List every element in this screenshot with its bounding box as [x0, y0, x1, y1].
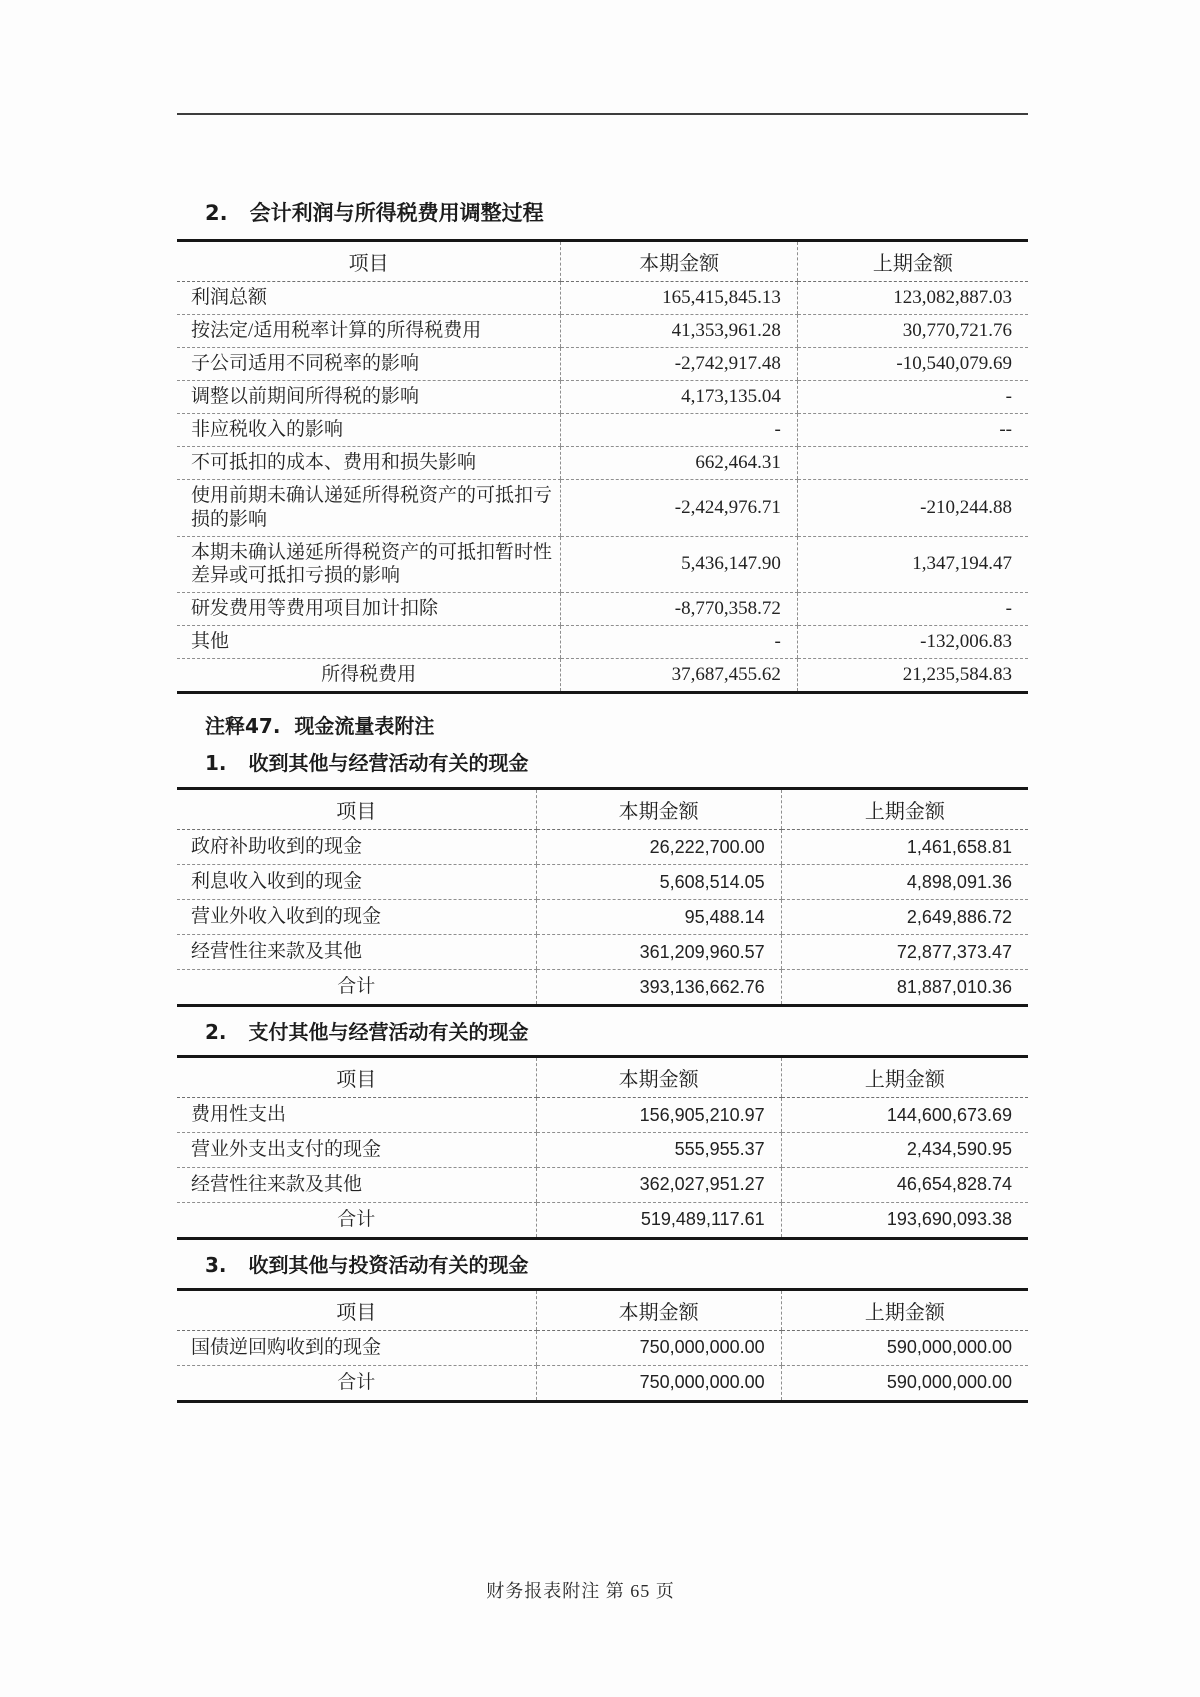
table-row	[177, 479, 1028, 536]
table-total-row	[177, 659, 1028, 693]
table-row	[177, 593, 1028, 626]
prior-amount: 193,690,093.38	[781, 1202, 1028, 1238]
section-heading-cash-paid-operating	[177, 1020, 1028, 1044]
table-row	[177, 626, 1028, 659]
section-number: 2.	[205, 201, 228, 225]
total-label: 所得税费用	[321, 664, 417, 686]
item-label: 不可抵扣的成本、费用和损失影响	[177, 446, 561, 479]
col-header-current: 本期金额	[536, 789, 781, 830]
prior-amount: 2,649,886.72	[781, 900, 1028, 935]
prior-amount: -210,244.88	[797, 479, 1028, 536]
table-header-row	[177, 789, 1028, 830]
section-number: 注释47.	[205, 714, 281, 739]
table-row	[177, 282, 1028, 315]
table-total-row	[177, 1202, 1028, 1238]
table-row	[177, 1132, 1028, 1167]
prior-amount: 72,877,373.47	[781, 935, 1028, 970]
section-number: 1.	[205, 751, 227, 776]
prior-amount: 21,235,584.83	[797, 659, 1028, 693]
prior-amount: 46,654,828.74	[781, 1167, 1028, 1202]
current-amount: 662,464.31	[561, 446, 798, 479]
table-header-row	[177, 1289, 1028, 1330]
table-row	[177, 830, 1028, 865]
current-amount: 361,209,960.57	[536, 935, 781, 970]
item-label: 研发费用等费用项目加计扣除	[177, 593, 561, 626]
section-heading-note47	[177, 714, 1028, 738]
item-label: 费用性支出	[177, 1097, 536, 1132]
table-row	[177, 1167, 1028, 1202]
table-header-row	[177, 241, 1028, 282]
item-label: 本期未确认递延所得税资产的可抵扣暂时性差异或可抵扣亏损的影响	[177, 536, 561, 593]
item-label: 子公司适用不同税率的影响	[177, 347, 561, 380]
section-heading-cash-received-investing	[177, 1253, 1028, 1277]
item-label: 营业外支出支付的现金	[177, 1132, 536, 1167]
item-label: 政府补助收到的现金	[177, 830, 536, 865]
current-amount: 5,608,514.05	[536, 865, 781, 900]
item-label: 其他	[177, 626, 561, 659]
current-amount: 95,488.14	[536, 900, 781, 935]
item-label: 非应税收入的影响	[177, 413, 561, 446]
col-header-prior: 上期金额	[781, 1289, 1028, 1330]
current-amount: 41,353,961.28	[561, 314, 798, 347]
current-amount: 362,027,951.27	[536, 1167, 781, 1202]
item-label: 利润总额	[177, 282, 561, 315]
table-row	[177, 1097, 1028, 1132]
current-amount: -2,742,917.48	[561, 347, 798, 380]
cash-received-operating-table	[177, 787, 1028, 1007]
current-amount: 555,955.37	[536, 1132, 781, 1167]
col-header-prior: 上期金额	[797, 241, 1028, 282]
col-header-item: 项目	[177, 1289, 536, 1330]
col-header-item: 项目	[177, 1056, 536, 1097]
col-header-current: 本期金额	[536, 1289, 781, 1330]
prior-amount: -	[797, 380, 1028, 413]
table-row	[177, 900, 1028, 935]
section-title: 收到其他与经营活动有关的现金	[248, 751, 529, 776]
total-label: 合计	[337, 975, 376, 997]
col-header-prior: 上期金额	[781, 1056, 1028, 1097]
prior-amount: 2,434,590.95	[781, 1132, 1028, 1167]
table-row	[177, 380, 1028, 413]
current-amount: 750,000,000.00	[536, 1330, 781, 1365]
prior-amount: 1,461,658.81	[781, 830, 1028, 865]
current-amount: -8,770,358.72	[561, 593, 798, 626]
item-label: 按法定/适用税率计算的所得税费用	[177, 314, 561, 347]
current-amount: 26,222,700.00	[536, 830, 781, 865]
table-header-row	[177, 1056, 1028, 1097]
col-header-item: 项目	[177, 789, 536, 830]
page-footer: 财务报表附注 第 65 页	[486, 1581, 675, 1601]
table-row	[177, 935, 1028, 970]
table-row	[177, 314, 1028, 347]
section-title: 收到其他与投资活动有关的现金	[248, 1252, 529, 1277]
prior-amount: 144,600,673.69	[781, 1097, 1028, 1132]
total-label: 合计	[337, 1371, 376, 1393]
prior-amount: 30,770,721.76	[797, 314, 1028, 347]
section-title: 会计利润与所得税费用调整过程	[249, 201, 544, 225]
table-total-row	[177, 969, 1028, 1005]
current-amount: 519,489,117.61	[536, 1202, 781, 1238]
current-amount: 5,436,147.90	[561, 536, 798, 593]
section-heading-cash-received-operating	[177, 751, 1028, 775]
page-content	[177, 0, 1028, 1403]
prior-amount: -132,006.83	[797, 626, 1028, 659]
section-number: 2.	[205, 1019, 227, 1044]
prior-amount: 81,887,010.36	[781, 969, 1028, 1005]
tax-adjustment-table	[177, 239, 1028, 694]
table-total-row	[177, 1365, 1028, 1401]
cash-paid-operating-table	[177, 1055, 1028, 1240]
prior-amount: 123,082,887.03	[797, 282, 1028, 315]
table-row	[177, 347, 1028, 380]
section-title: 支付其他与经营活动有关的现金	[248, 1019, 529, 1044]
prior-amount: 590,000,000.00	[781, 1330, 1028, 1365]
section-title: 现金流量表附注	[294, 714, 435, 739]
col-header-item: 项目	[177, 241, 561, 282]
section-number: 3.	[205, 1252, 227, 1277]
prior-amount: -	[797, 593, 1028, 626]
table-row	[177, 446, 1028, 479]
item-label: 国债逆回购收到的现金	[177, 1330, 536, 1365]
item-label: 经营性往来款及其他	[177, 1167, 536, 1202]
col-header-current: 本期金额	[536, 1056, 781, 1097]
item-label: 使用前期未确认递延所得税资产的可抵扣亏损的影响	[177, 479, 561, 536]
total-label: 合计	[337, 1208, 376, 1230]
prior-amount: 4,898,091.36	[781, 865, 1028, 900]
item-label: 利息收入收到的现金	[177, 865, 536, 900]
item-label: 营业外收入收到的现金	[177, 900, 536, 935]
prior-amount: 1,347,194.47	[797, 536, 1028, 593]
current-amount: 37,687,455.62	[561, 659, 798, 693]
current-amount: -2,424,976.71	[561, 479, 798, 536]
table-row	[177, 1330, 1028, 1365]
current-amount: -	[561, 413, 798, 446]
header-rule	[177, 113, 1028, 115]
item-label: 调整以前期间所得税的影响	[177, 380, 561, 413]
prior-amount: 590,000,000.00	[781, 1365, 1028, 1401]
current-amount: -	[561, 626, 798, 659]
current-amount: 393,136,662.76	[536, 969, 781, 1005]
col-header-current: 本期金额	[561, 241, 798, 282]
section-heading-tax-adjustment	[177, 201, 1028, 225]
item-label: 经营性往来款及其他	[177, 935, 536, 970]
current-amount: 156,905,210.97	[536, 1097, 781, 1132]
prior-amount: --	[797, 413, 1028, 446]
table-row	[177, 865, 1028, 900]
prior-amount	[797, 446, 1028, 479]
table-row	[177, 413, 1028, 446]
table-row	[177, 536, 1028, 593]
current-amount: 165,415,845.13	[561, 282, 798, 315]
current-amount: 4,173,135.04	[561, 380, 798, 413]
col-header-prior: 上期金额	[781, 789, 1028, 830]
prior-amount: -10,540,079.69	[797, 347, 1028, 380]
cash-received-investing-table	[177, 1288, 1028, 1403]
current-amount: 750,000,000.00	[536, 1365, 781, 1401]
